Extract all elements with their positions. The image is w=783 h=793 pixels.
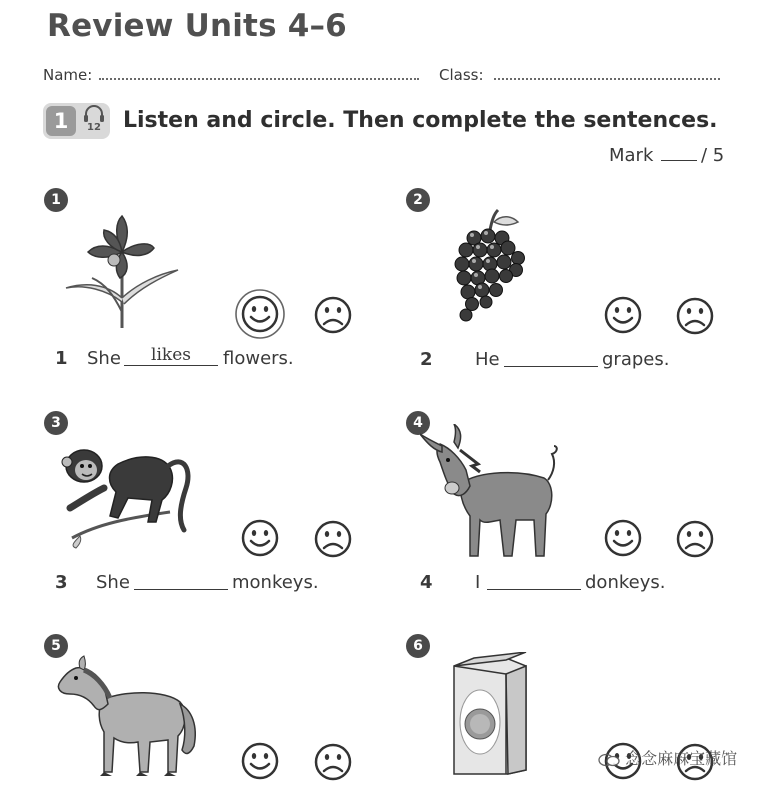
- answer-blank[interactable]: [504, 346, 598, 367]
- item-number: 3: [44, 411, 68, 435]
- sentence-start: He: [475, 349, 500, 370]
- sentence-number: 3: [55, 572, 68, 593]
- mark-total: / 5: [701, 145, 725, 166]
- sentence-start: She: [96, 572, 130, 593]
- class-field[interactable]: [494, 64, 720, 80]
- donkey-picture: [420, 424, 560, 562]
- happy-face-icon[interactable]: [240, 518, 280, 558]
- answer-blank[interactable]: [487, 569, 581, 590]
- sentence-end: flowers.: [223, 348, 294, 369]
- page-title: Review Units 4–6: [47, 8, 347, 44]
- horse-picture: [54, 654, 200, 778]
- mark-field[interactable]: [661, 160, 697, 161]
- sentence-number: 1: [55, 348, 68, 369]
- wechat-icon: [598, 753, 620, 767]
- sad-face-icon[interactable]: [675, 296, 715, 336]
- sad-face-icon[interactable]: [313, 742, 353, 782]
- item-number: 4: [406, 411, 430, 435]
- sad-face-icon[interactable]: [675, 519, 715, 559]
- watermark: [598, 746, 737, 769]
- item-number: 2: [406, 188, 430, 212]
- sentence-number: 2: [420, 349, 433, 370]
- sentence-end: donkeys.: [585, 572, 666, 593]
- happy-face-icon[interactable]: [603, 518, 643, 558]
- instruction: Listen and circle. Then complete the sentences.: [123, 108, 718, 133]
- answer-text: likes: [151, 345, 191, 365]
- sentence-end: grapes.: [602, 349, 670, 370]
- class-label: Class:: [439, 66, 484, 84]
- flower-picture: [62, 212, 182, 330]
- answer-blank[interactable]: [124, 345, 218, 366]
- answer-circle: [234, 288, 286, 340]
- happy-face-icon[interactable]: [240, 741, 280, 781]
- juice-carton-picture: [446, 652, 532, 776]
- monkey-picture: [58, 444, 194, 552]
- answer-blank[interactable]: [134, 569, 228, 590]
- name-label: Name:: [43, 66, 93, 84]
- sentence-start: I: [475, 572, 481, 593]
- headphones-icon: [80, 105, 108, 123]
- audio-track: [80, 105, 108, 137]
- sentence-end: monkeys.: [232, 572, 319, 593]
- sad-face-icon[interactable]: [313, 295, 353, 335]
- name-field[interactable]: [99, 64, 419, 80]
- exercise-number: 1: [46, 106, 76, 136]
- sentence-start: She: [87, 348, 121, 369]
- item-number: 5: [44, 634, 68, 658]
- track-number: 12: [87, 122, 101, 133]
- item-number: 1: [44, 188, 68, 212]
- mark-label: Mark: [609, 145, 654, 166]
- grapes-picture: [452, 208, 530, 324]
- item-number: 6: [406, 634, 430, 658]
- watermark-text: 念念麻麻宝藏馆: [625, 749, 738, 768]
- happy-face-icon[interactable]: [603, 295, 643, 335]
- sentence-number: 4: [420, 572, 433, 593]
- sad-face-icon[interactable]: [313, 519, 353, 559]
